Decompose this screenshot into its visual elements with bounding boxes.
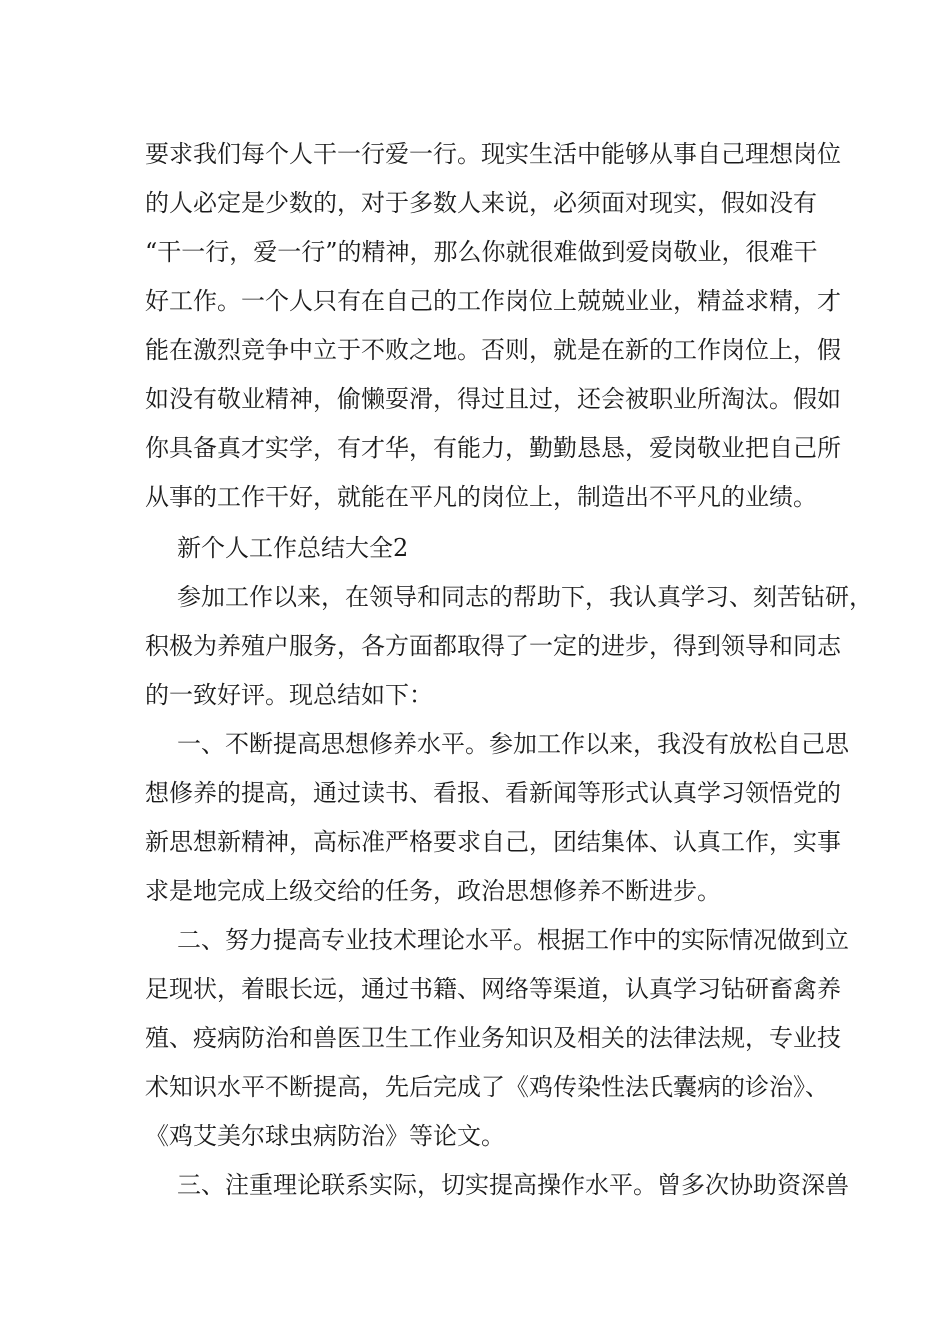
text-line: 的一致好评。现总结如下： (145, 681, 433, 709)
text-line: 好工作。一个人只有在自己的工作岗位上兢兢业业，精益求精，才 (145, 287, 841, 315)
text-line: 从事的工作干好，就能在平凡的岗位上，制造出不平凡的业绩。 (145, 483, 817, 511)
text-line: 术知识水平不断提高，先后完成了《鸡传染性法氏囊病的诊治》、 (145, 1073, 829, 1101)
text-line: “干一行，爱一行”的精神，那么你就很难做到爱岗敬业，很难干 (145, 238, 818, 266)
text-line: 积极为养殖户服务，各方面都取得了一定的进步，得到领导和同志 (145, 632, 841, 660)
section-heading: 新个人工作总结大全2 (177, 534, 409, 562)
text-line: 如没有敬业精神，偷懒耍滑，得过且过，还会被职业所淘汰。假如 (145, 385, 841, 413)
text-line: 殖、疫病防治和兽医卫生工作业务知识及相关的法律法规，专业技 (145, 1024, 841, 1052)
text-line: 求是地完成上级交给的任务，政治思想修养不断进步。 (145, 877, 721, 905)
text-line: 足现状，着眼长远，通过书籍、网络等渠道，认真学习钻研畜禽养 (145, 975, 841, 1003)
text-line: 二、努力提高专业技术理论水平。根据工作中的实际情况做到立 (177, 926, 849, 954)
text-line: 一、不断提高思想修养水平。参加工作以来，我没有放松自己思 (177, 730, 849, 758)
text-line: 三、注重理论联系实际，切实提高操作水平。曾多次协助资深兽 (177, 1171, 849, 1199)
text-line: 你具备真才实学，有才华，有能力，勤勤恳恳，爱岗敬业把自己所 (145, 434, 841, 462)
text-line: 参加工作以来，在领导和同志的帮助下，我认真学习、刻苦钻研， (177, 583, 873, 611)
text-line: 要求我们每个人干一行爱一行。现实生活中能够从事自己理想岗位 (145, 140, 841, 168)
text-line: 《鸡艾美尔球虫病防治》等论文。 (145, 1122, 505, 1150)
text-line: 新思想新精神，高标准严格要求自己，团结集体、认真工作，实事 (145, 828, 841, 856)
text-line: 能在激烈竞争中立于不败之地。否则，就是在新的工作岗位上，假 (145, 336, 841, 364)
text-line: 的人必定是少数的，对于多数人来说，必须面对现实，假如没有 (145, 189, 817, 217)
text-line: 想修养的提高，通过读书、看报、看新闻等形式认真学习领悟党的 (145, 779, 841, 807)
